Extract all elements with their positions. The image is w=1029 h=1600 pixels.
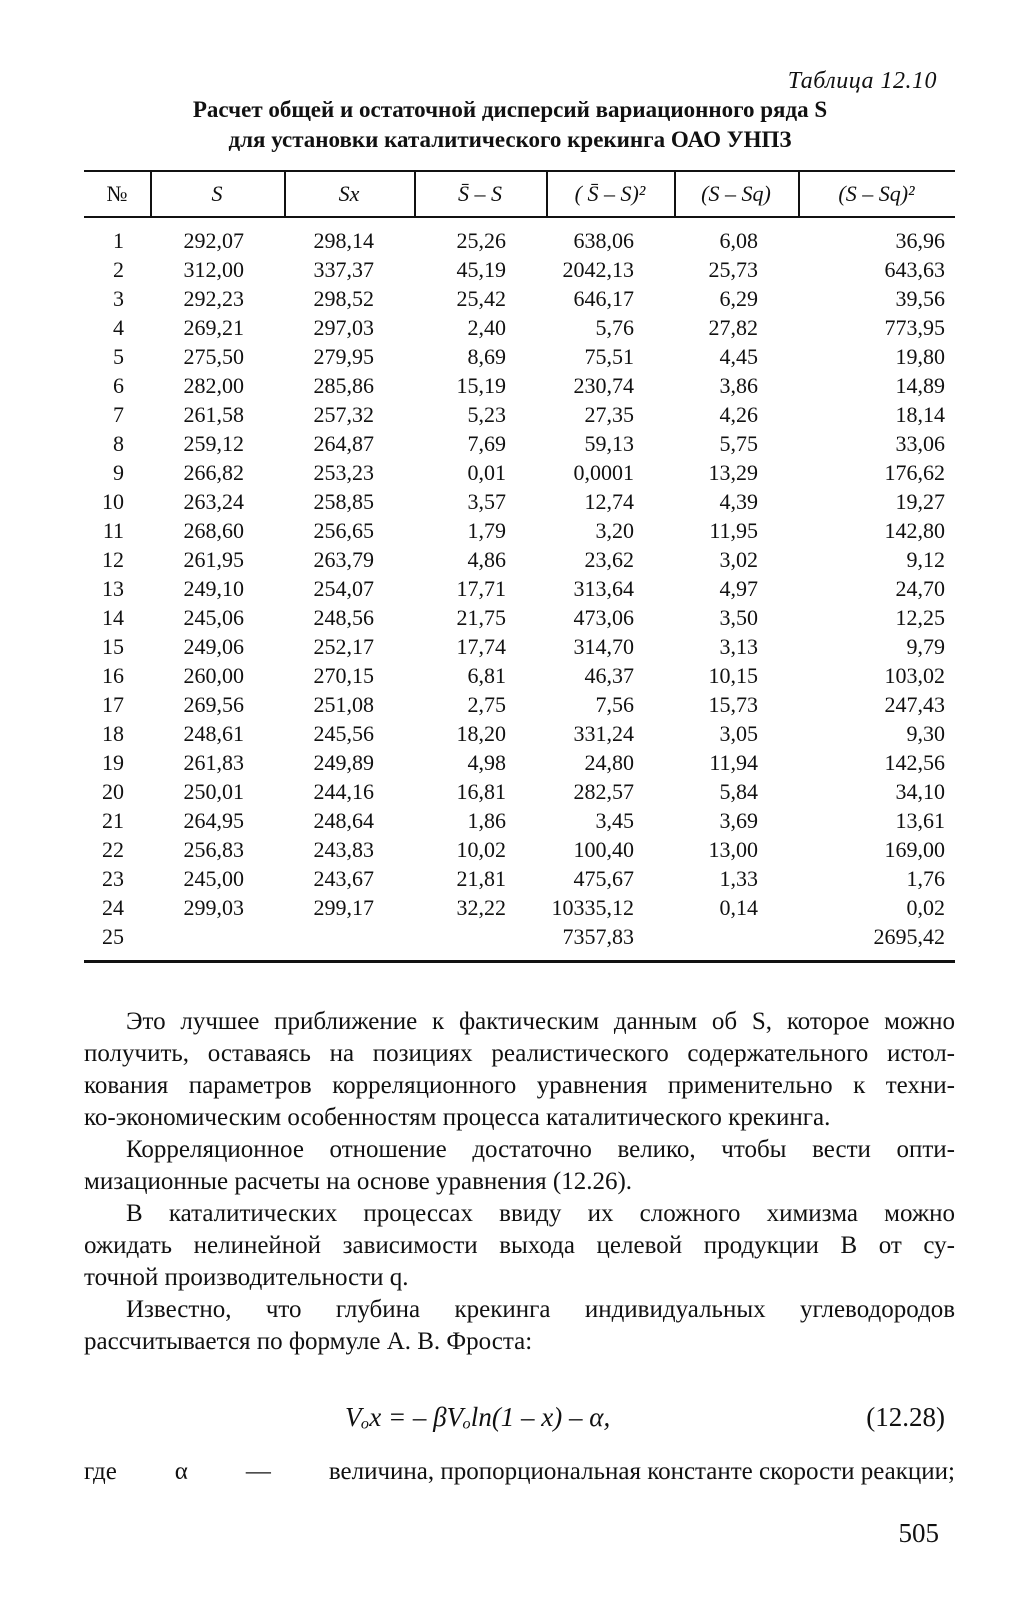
table-cell: 260,00 bbox=[183, 663, 244, 688]
table-cell: 100,40 bbox=[573, 837, 634, 862]
table-cell: 643,63 bbox=[884, 257, 945, 282]
table-cell: 75,51 bbox=[584, 344, 634, 369]
table-cell: 7 bbox=[113, 402, 124, 427]
table-row bbox=[84, 344, 955, 373]
table-cell: 279,95 bbox=[313, 344, 374, 369]
table-header-cell: (S – Sq) bbox=[701, 181, 771, 206]
table-cell: 11,95 bbox=[709, 518, 758, 543]
table-row bbox=[84, 460, 955, 489]
table-cell: 14 bbox=[102, 605, 124, 630]
table-cell: 46,37 bbox=[584, 663, 634, 688]
table-cell: 7,69 bbox=[467, 431, 506, 456]
table-cell: 11,94 bbox=[709, 750, 758, 775]
table-cell: 3,69 bbox=[719, 808, 758, 833]
table-cell: 59,13 bbox=[584, 431, 634, 456]
table-row bbox=[84, 518, 955, 547]
table-cell: 4,86 bbox=[467, 547, 506, 572]
table-cell: 269,56 bbox=[183, 692, 244, 717]
table-bottom-rule bbox=[84, 960, 955, 963]
table-row bbox=[84, 576, 955, 605]
table-cell: 248,64 bbox=[313, 808, 374, 833]
table-cell: 297,03 bbox=[313, 315, 374, 340]
table-row bbox=[84, 257, 955, 286]
body-paragraph bbox=[84, 1006, 955, 1134]
table-cell: 3 bbox=[113, 286, 124, 311]
table-cell: 256,83 bbox=[183, 837, 244, 862]
table-cell: 638,06 bbox=[573, 228, 634, 253]
page-number: 505 bbox=[898, 1518, 939, 1548]
table-header-rule bbox=[84, 216, 955, 218]
table-row bbox=[84, 547, 955, 576]
table-cell: 14,89 bbox=[895, 373, 945, 398]
table-row bbox=[84, 373, 955, 402]
table-cell: 263,24 bbox=[183, 489, 244, 514]
table-cell: 285,86 bbox=[313, 373, 374, 398]
table-cell: 36,96 bbox=[895, 228, 945, 253]
table-cell: 4,39 bbox=[719, 489, 758, 514]
table-cell: 245,56 bbox=[313, 721, 374, 746]
table-cell: 264,95 bbox=[183, 808, 244, 833]
table-cell: 261,58 bbox=[183, 402, 244, 427]
table-cell: 2 bbox=[113, 257, 124, 282]
table-header-separator bbox=[674, 172, 676, 216]
table-cell: 25,26 bbox=[456, 228, 506, 253]
table-cell: 2,40 bbox=[467, 315, 506, 340]
table-cell: 23,62 bbox=[584, 547, 634, 572]
table-cell: 3,86 bbox=[719, 373, 758, 398]
table-row bbox=[84, 750, 955, 779]
formula: Vₒx = – βVₒln(1 – x) – α, bbox=[345, 1402, 611, 1432]
table-cell: 4,45 bbox=[719, 344, 758, 369]
table-cell: 312,00 bbox=[183, 257, 244, 282]
table-cell: 264,87 bbox=[313, 431, 374, 456]
table-row bbox=[84, 924, 955, 953]
table-cell: 282,57 bbox=[573, 779, 634, 804]
where-symbol: α bbox=[174, 1458, 188, 1485]
paragraph-line: мизационные расчеты на основе уравнения (12.26). bbox=[84, 1168, 633, 1195]
paragraph-line: В каталитических процессах ввиду их сложного химизма можно bbox=[126, 1200, 955, 1227]
table-cell: 253,23 bbox=[313, 460, 374, 485]
table-cell: 9,30 bbox=[906, 721, 945, 746]
table-cell: 16 bbox=[102, 663, 124, 688]
table-cell: 1 bbox=[113, 228, 124, 253]
table-cell: 5 bbox=[113, 344, 124, 369]
table-cell: 4,97 bbox=[719, 576, 758, 601]
table-cell: 4 bbox=[113, 315, 124, 340]
paragraph-line: получить, оставаясь на позициях реалистического содержательного истол- bbox=[84, 1040, 955, 1067]
table-cell: 27,35 bbox=[584, 402, 634, 427]
table-cell: 245,00 bbox=[183, 866, 244, 891]
table-cell: 23 bbox=[102, 866, 124, 891]
table-cell: 22 bbox=[102, 837, 124, 862]
table-cell: 10,02 bbox=[456, 837, 506, 862]
table-cell: 254,07 bbox=[313, 576, 374, 601]
table-cell: 252,17 bbox=[313, 634, 374, 659]
table-cell: 5,23 bbox=[467, 402, 506, 427]
table-cell: 5,75 bbox=[719, 431, 758, 456]
paragraph-line: точной производительности q. bbox=[84, 1264, 409, 1291]
paragraph-line: ожидать нелинейной зависимости выхода целевой продукции B от су- bbox=[84, 1232, 955, 1259]
table-cell: 258,85 bbox=[313, 489, 374, 514]
paragraph-line: Корреляционное отношение достаточно велико, чтобы вести опти- bbox=[126, 1136, 955, 1163]
table-cell: 7357,83 bbox=[562, 924, 634, 949]
table-cell: 24,80 bbox=[584, 750, 634, 775]
table-cell: 230,74 bbox=[573, 373, 634, 398]
table-cell: 251,08 bbox=[313, 692, 374, 717]
table-cell: 314,70 bbox=[573, 634, 634, 659]
table-header-separator bbox=[546, 172, 548, 216]
table-cell: 243,67 bbox=[313, 866, 374, 891]
table-cell: 12,25 bbox=[895, 605, 945, 630]
table-header-separator bbox=[284, 172, 286, 216]
table-cell: 25,42 bbox=[456, 286, 506, 311]
table-cell: 34,10 bbox=[895, 779, 945, 804]
table-cell: 5,76 bbox=[595, 315, 634, 340]
paragraph-line: кования параметров корреляционного уравнения применительно к техни- bbox=[84, 1072, 955, 1099]
where-rest: величина, пропорциональная константе скорости реакции; bbox=[328, 1458, 955, 1485]
table-cell: 12,74 bbox=[584, 489, 634, 514]
table-header-cell: Sx bbox=[338, 181, 360, 206]
body-paragraph bbox=[84, 1294, 955, 1358]
table-cell: 261,83 bbox=[183, 750, 244, 775]
table-cell: 9,79 bbox=[906, 634, 945, 659]
formula-number: (12.28) bbox=[866, 1402, 945, 1432]
table-row bbox=[84, 721, 955, 750]
table-cell: 13,61 bbox=[895, 808, 945, 833]
table-cell: 248,56 bbox=[313, 605, 374, 630]
table-header-separator bbox=[150, 172, 152, 216]
body-paragraph bbox=[84, 1198, 955, 1294]
table-cell: 20 bbox=[102, 779, 124, 804]
table-cell: 0,01 bbox=[467, 460, 506, 485]
table-row bbox=[84, 779, 955, 808]
where-line bbox=[84, 1458, 955, 1486]
table-cell: 10335,12 bbox=[551, 895, 634, 920]
table-row bbox=[84, 634, 955, 663]
table-row bbox=[84, 489, 955, 518]
table-cell: 19 bbox=[102, 750, 124, 775]
table-cell: 18,20 bbox=[456, 721, 506, 746]
table-cell: 299,17 bbox=[313, 895, 374, 920]
table-cell: 773,95 bbox=[884, 315, 945, 340]
table-cell: 3,45 bbox=[595, 808, 634, 833]
table-cell: 24 bbox=[102, 895, 124, 920]
table-cell: 0,14 bbox=[719, 895, 758, 920]
table-cell: 269,21 bbox=[183, 315, 244, 340]
table-cell: 17,71 bbox=[456, 576, 506, 601]
where-word: где bbox=[84, 1458, 117, 1485]
table-cell: 1,76 bbox=[906, 866, 945, 891]
table-cell: 169,00 bbox=[884, 837, 945, 862]
table-cell: 21,75 bbox=[456, 605, 506, 630]
table-cell: 6,81 bbox=[467, 663, 506, 688]
table-cell: 243,83 bbox=[313, 837, 374, 862]
paragraph-line: рассчитывается по формуле А. В. Фроста: bbox=[84, 1328, 533, 1355]
table-cell: 7,56 bbox=[595, 692, 634, 717]
table-cell: 473,06 bbox=[573, 605, 634, 630]
table-cell: 142,56 bbox=[884, 750, 945, 775]
table-body bbox=[84, 228, 955, 953]
table-row bbox=[84, 837, 955, 866]
table-header-separator bbox=[798, 172, 800, 216]
table-cell: 11 bbox=[102, 518, 124, 543]
table-cell: 3,57 bbox=[467, 489, 506, 514]
table-cell: 259,12 bbox=[183, 431, 244, 456]
table-header-separator bbox=[414, 172, 416, 216]
table-cell: 261,95 bbox=[183, 547, 244, 572]
table-cell: 257,32 bbox=[313, 402, 374, 427]
table-cell: 8 bbox=[113, 431, 124, 456]
table-cell: 103,02 bbox=[884, 663, 945, 688]
table-cell: 6,29 bbox=[719, 286, 758, 311]
table-cell: 475,67 bbox=[573, 866, 634, 891]
table-row bbox=[84, 402, 955, 431]
table-cell: 268,60 bbox=[183, 518, 244, 543]
table-cell: 249,06 bbox=[183, 634, 244, 659]
table-cell: 270,15 bbox=[313, 663, 374, 688]
table-cell: 2695,42 bbox=[873, 924, 945, 949]
table-cell: 16,81 bbox=[456, 779, 506, 804]
table-cell: 19,27 bbox=[895, 489, 945, 514]
table-cell: 0,02 bbox=[906, 895, 945, 920]
table-cell: 10 bbox=[102, 489, 124, 514]
where-dash: — bbox=[245, 1458, 271, 1485]
table-row bbox=[84, 286, 955, 315]
table-cell: 3,02 bbox=[719, 547, 758, 572]
table-cell: 282,00 bbox=[183, 373, 244, 398]
table-cell: 25,73 bbox=[708, 257, 758, 282]
table-cell: 5,84 bbox=[719, 779, 758, 804]
table-cell: 15,73 bbox=[708, 692, 758, 717]
table-cell: 21 bbox=[102, 808, 124, 833]
paragraph-line: Известно, что глубина крекинга индивидуальных углеводородов bbox=[126, 1296, 955, 1323]
table-cell: 249,10 bbox=[183, 576, 244, 601]
table-cell: 2042,13 bbox=[562, 257, 634, 282]
paragraph-line: ко-экономическим особенностям процесса каталитического крекинга. bbox=[84, 1104, 831, 1131]
table-caption-line2: для установки каталитического крекинга ОАО УНПЗ bbox=[228, 127, 792, 152]
table-cell: 27,82 bbox=[708, 315, 758, 340]
body-paragraph bbox=[84, 1134, 955, 1198]
table-header-cell: № bbox=[106, 181, 128, 206]
table-cell: 12 bbox=[102, 547, 124, 572]
table-cell: 1,86 bbox=[467, 808, 506, 833]
table-cell: 142,80 bbox=[884, 518, 945, 543]
table-cell: 18,14 bbox=[895, 402, 945, 427]
table-cell: 244,16 bbox=[313, 779, 374, 804]
table-cell: 266,82 bbox=[183, 460, 244, 485]
table-cell: 298,52 bbox=[313, 286, 374, 311]
table-cell: 299,03 bbox=[183, 895, 244, 920]
table-header-cell: S bbox=[211, 181, 223, 206]
table-cell: 25 bbox=[102, 924, 124, 949]
table-header-row bbox=[84, 172, 955, 216]
table-cell: 9,12 bbox=[906, 547, 945, 572]
table-cell: 15 bbox=[102, 634, 124, 659]
table-cell: 33,06 bbox=[895, 431, 945, 456]
table-row bbox=[84, 228, 955, 257]
table-cell: 3,20 bbox=[595, 518, 634, 543]
table-cell: 256,65 bbox=[313, 518, 374, 543]
paragraph-line: Это лучшее приближение к фактическим данным об S, которое можно bbox=[126, 1008, 955, 1035]
table-cell: 21,81 bbox=[456, 866, 506, 891]
table-cell: 19,80 bbox=[895, 344, 945, 369]
table-cell: 313,64 bbox=[573, 576, 634, 601]
table-cell: 17 bbox=[102, 692, 124, 717]
table-cell: 337,37 bbox=[313, 257, 374, 282]
table-cell: 3,13 bbox=[719, 634, 758, 659]
table-cell: 176,62 bbox=[884, 460, 945, 485]
table-cell: 249,89 bbox=[313, 750, 374, 775]
table-cell: 6,08 bbox=[719, 228, 758, 253]
table-cell: 248,61 bbox=[183, 721, 244, 746]
table-row bbox=[84, 692, 955, 721]
table-cell: 247,43 bbox=[884, 692, 945, 717]
table-row bbox=[84, 866, 955, 895]
table-cell: 1,33 bbox=[719, 866, 758, 891]
table-cell: 17,74 bbox=[456, 634, 506, 659]
table-cell: 292,23 bbox=[183, 286, 244, 311]
table-cell: 263,79 bbox=[313, 547, 374, 572]
table-row bbox=[84, 431, 955, 460]
table-cell: 24,70 bbox=[895, 576, 945, 601]
table-cell: 0,0001 bbox=[573, 460, 634, 485]
table-cell: 9 bbox=[113, 460, 124, 485]
table-header-cell: S̄ – S bbox=[458, 181, 502, 206]
table-number: Таблица 12.10 bbox=[787, 68, 937, 94]
table-cell: 292,07 bbox=[183, 228, 244, 253]
table-cell: 6 bbox=[113, 373, 124, 398]
table-cell: 8,69 bbox=[467, 344, 506, 369]
table-row bbox=[84, 315, 955, 344]
table-cell: 18 bbox=[102, 721, 124, 746]
table-cell: 45,19 bbox=[456, 257, 506, 282]
table-cell: 10,15 bbox=[708, 663, 758, 688]
table-cell: 32,22 bbox=[456, 895, 506, 920]
table-cell: 646,17 bbox=[573, 286, 634, 311]
table-cell: 15,19 bbox=[456, 373, 506, 398]
table-cell: 245,06 bbox=[183, 605, 244, 630]
table-cell: 298,14 bbox=[313, 228, 374, 253]
table-cell: 250,01 bbox=[183, 779, 244, 804]
table-header-cell: ( S̄ – S)² bbox=[574, 181, 646, 206]
table-cell: 13,29 bbox=[708, 460, 758, 485]
table-caption-line1: Расчет общей и остаточной дисперсий вариационного ряда S bbox=[192, 97, 828, 122]
table-row bbox=[84, 895, 955, 924]
table-row bbox=[84, 605, 955, 634]
table-cell: 275,50 bbox=[183, 344, 244, 369]
table-cell: 4,98 bbox=[467, 750, 506, 775]
table-cell: 2,75 bbox=[467, 692, 506, 717]
table-row bbox=[84, 663, 955, 692]
table-cell: 4,26 bbox=[719, 402, 758, 427]
table-cell: 331,24 bbox=[573, 721, 634, 746]
table-cell: 3,05 bbox=[719, 721, 758, 746]
table-cell: 13,00 bbox=[708, 837, 758, 862]
table-row bbox=[84, 808, 955, 837]
table-cell: 1,79 bbox=[467, 518, 506, 543]
table-header-cell: (S – Sq)² bbox=[838, 181, 915, 206]
table-cell: 39,56 bbox=[895, 286, 945, 311]
table-cell: 13 bbox=[102, 576, 124, 601]
table-cell: 3,50 bbox=[719, 605, 758, 630]
